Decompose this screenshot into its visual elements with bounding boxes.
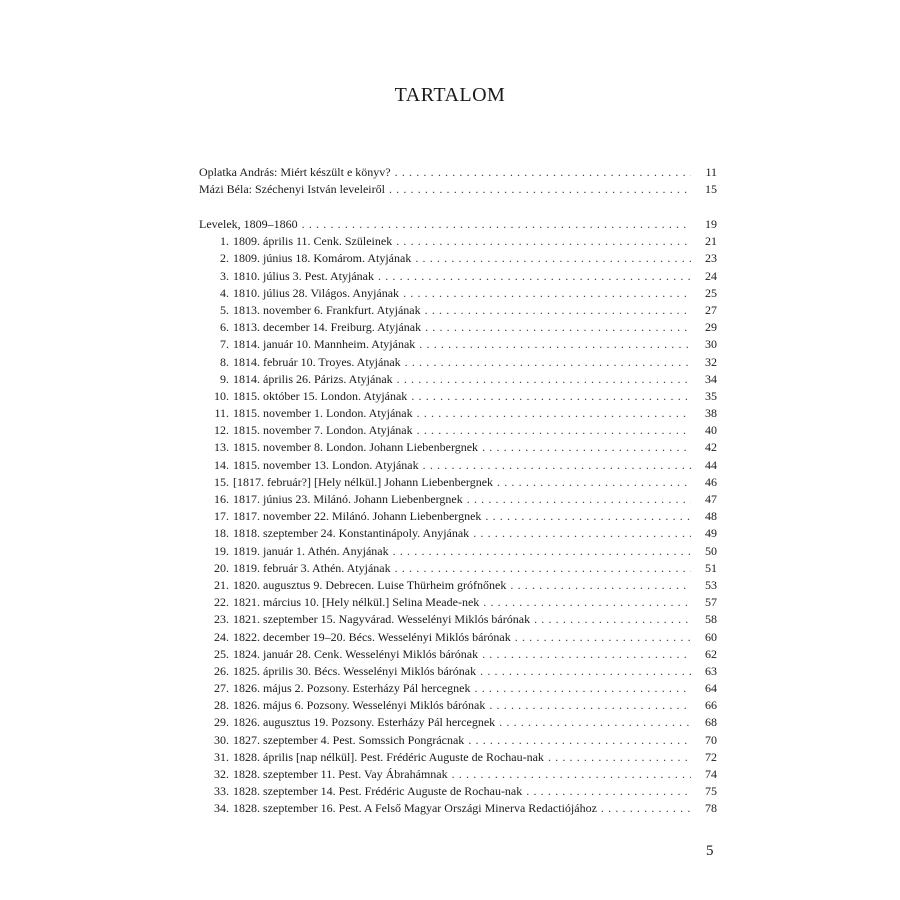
toc-entry-number: 16. (214, 492, 229, 506)
letters-list (199, 233, 717, 817)
leader-dots (510, 577, 691, 594)
toc-entry-number: 10. (214, 388, 229, 403)
toc-entry-number: 17. (214, 509, 229, 524)
toc-entry-title: 1809. június 18. Komárom. Atyjának (233, 251, 412, 266)
toc-entry-number: 23. (214, 612, 229, 627)
toc-entry-title: 1821. március 10. [Hely nélkül.] Selina Meade-nek (233, 595, 480, 610)
toc-entry-title: 1822. december 19–20. Bécs. Wesselényi Miklós bárónak (233, 629, 511, 644)
toc-entry-number: 8. (220, 354, 229, 369)
toc-entry-title: 1819. január 1. Athén. Anyjának (233, 543, 389, 558)
toc-entry-page: 57 (705, 595, 717, 610)
toc-entry-page: 48 (705, 509, 717, 524)
leader-dots (548, 749, 691, 766)
toc-entry-number: 27. (214, 681, 229, 696)
leader-dots (419, 336, 691, 353)
toc-entry (199, 697, 717, 714)
toc-entry (199, 663, 717, 680)
toc-entry-page: 70 (705, 732, 717, 747)
leader-dots (483, 594, 691, 611)
toc-entry (199, 508, 717, 525)
leader-dots (452, 766, 691, 783)
leader-dots (395, 164, 691, 181)
toc-entry-number: 12. (214, 423, 229, 438)
toc-entry-title: 1824. január 28. Cenk. Wesselényi Miklós bárónak (233, 646, 479, 661)
toc-entry-title: 1825. április 30. Bécs. Wesselényi Miklós bárónak (233, 663, 477, 678)
toc-entry-number: 22. (214, 595, 229, 610)
toc-entry-number: 33. (214, 784, 229, 799)
toc-entry-title: Mázi Béla: Széchenyi István leveleiről (199, 182, 385, 197)
toc-entry-page: 75 (705, 784, 717, 799)
toc-section-title: Levelek, 1809–1860 (199, 217, 298, 231)
toc-entry-page: 15 (705, 182, 717, 197)
toc-entry-title: 1821. szeptember 15. Nagyvárad. Wesselényi Miklós bárónak (233, 612, 531, 627)
toc-entry-title: 1828. szeptember 16. Pest. A Felső Magyar Országi Minerva Redactiójához (233, 801, 597, 816)
toc-entry-number: 15. (214, 474, 229, 489)
toc-entry-title: 1815. november 7. London. Atyjának (233, 423, 413, 438)
toc-entry (199, 354, 717, 371)
leader-dots (417, 405, 691, 422)
toc-entry-page: 38 (705, 406, 717, 421)
toc-entry-number: 19. (214, 543, 229, 558)
toc-entry-page: 62 (705, 646, 717, 661)
leader-dots (485, 508, 691, 525)
toc-entry-title: 1827. szeptember 4. Pest. Somssich Pongrácnak (233, 732, 465, 747)
toc-entry-title: 1813. december 14. Freiburg. Atyjának (233, 320, 422, 335)
leader-dots (515, 629, 691, 646)
leader-dots (473, 525, 691, 542)
toc-entry (199, 800, 717, 817)
leader-dots (467, 491, 691, 508)
toc-entry (199, 594, 717, 611)
toc-entry-title: 1828. szeptember 14. Pest. Frédéric Auguste de Rochau-nak (233, 784, 523, 799)
toc-entry (199, 646, 717, 663)
toc-entry (199, 525, 717, 542)
toc-entry-number: 21. (214, 577, 229, 592)
toc-entry (199, 732, 717, 749)
toc-entry-number: 18. (214, 526, 229, 541)
toc-entry (199, 457, 717, 474)
toc-letters (199, 216, 717, 818)
leader-dots (423, 457, 691, 474)
toc-entry (199, 336, 717, 353)
leader-dots (411, 388, 691, 405)
toc-entry (199, 629, 717, 646)
leader-dots (425, 319, 691, 336)
toc-entry-page: 25 (705, 285, 717, 300)
leader-dots (489, 697, 691, 714)
toc-entry-page: 49 (705, 526, 717, 541)
toc-entry (199, 611, 717, 628)
toc-entry-number: 14. (214, 457, 229, 472)
leader-dots (601, 800, 691, 817)
toc-entry-title: 1813. november 6. Frankfurt. Atyjának (233, 302, 421, 317)
toc-entry-page: 46 (705, 474, 717, 489)
toc-entry (199, 491, 717, 508)
leader-dots (396, 233, 691, 250)
toc-entry (199, 422, 717, 439)
toc-entry (199, 285, 717, 302)
toc-section-page: 19 (705, 217, 717, 231)
toc-entry-title: 1810. július 28. Világos. Anyjának (233, 285, 400, 300)
toc-entry-number: 5. (220, 302, 229, 317)
toc-entry-title: [1817. február?] [Hely nélkül.] Johann Liebenbergnek (233, 474, 494, 489)
toc-entry (199, 405, 717, 422)
leader-dots (425, 302, 691, 319)
toc-entry-title: 1815. november 13. London. Atyjának (233, 457, 419, 472)
toc-entry-page: 74 (705, 767, 717, 781)
toc-entry (199, 439, 717, 456)
toc-entry-title: 1815. október 15. London. Atyjának (233, 388, 408, 403)
toc-entry-page: 42 (705, 440, 717, 455)
toc-entry-page: 35 (705, 388, 717, 403)
toc-entry-page: 44 (705, 457, 717, 472)
toc-entry-number: 24. (214, 629, 229, 644)
toc-entry-number: 28. (214, 698, 229, 713)
toc-entry-page: 72 (705, 749, 717, 764)
leader-dots (393, 543, 691, 560)
leader-dots (415, 250, 691, 267)
toc-entry-page: 24 (705, 268, 717, 283)
toc-entry-number: 34. (214, 801, 229, 816)
leader-dots (482, 646, 691, 663)
toc-entry (199, 714, 717, 731)
toc-entry-page: 11 (705, 165, 717, 179)
toc-entry-page: 68 (705, 715, 717, 730)
toc-entry-title: 1828. szeptember 11. Pest. Vay Ábrahámnak (233, 767, 448, 781)
leader-dots (378, 268, 691, 285)
toc-entry-title: 1819. február 3. Athén. Atyjának (233, 560, 391, 575)
toc-entry (199, 388, 717, 405)
toc-section-heading (199, 216, 717, 233)
leader-dots (468, 732, 691, 749)
toc-entry-number: 3. (220, 268, 229, 283)
toc-entry-title: 1810. július 3. Pest. Atyjának (233, 268, 374, 283)
toc-entry-page: 64 (705, 681, 717, 696)
toc-entry (199, 543, 717, 560)
toc-entry (199, 302, 717, 319)
toc-entry-number: 1. (220, 234, 229, 249)
toc-entry-number: 29. (214, 715, 229, 730)
toc-entry-page: 63 (705, 663, 717, 678)
toc-entry-page: 40 (705, 423, 717, 438)
toc-entry-title: 1815. november 1. London. Atyjának (233, 406, 413, 421)
toc-entry (199, 680, 717, 697)
toc-entry-page: 34 (705, 371, 717, 386)
toc-entry-number: 7. (220, 337, 229, 352)
leader-dots (302, 216, 691, 233)
toc-entry (199, 371, 717, 388)
toc-entry (199, 319, 717, 336)
toc-entry (199, 749, 717, 766)
leader-dots (482, 439, 691, 456)
toc-entry-title: 1815. november 8. London. Johann Liebenbergnek (233, 440, 479, 455)
leader-dots (497, 474, 691, 491)
leader-dots (526, 783, 691, 800)
toc-entry (199, 268, 717, 285)
toc-entry-page: 58 (705, 612, 717, 627)
toc-entry-title: 1828. április [nap nélkül]. Pest. Frédéric Auguste de Rochau-nak (233, 749, 544, 764)
toc-entry-title: 1818. szeptember 24. Konstantinápoly. Anyjának (233, 526, 470, 541)
toc-entry-page: 30 (705, 337, 717, 352)
toc-intro (199, 164, 717, 198)
toc-entry (199, 766, 717, 783)
toc-entry-number: 26. (214, 663, 229, 678)
toc-entry-number: 2. (220, 251, 229, 266)
toc-entry-title: 1814. február 10. Troyes. Atyjának (233, 354, 401, 369)
toc-entry (199, 474, 717, 491)
toc-entry-number: 4. (220, 285, 229, 300)
toc-entry-page: 51 (705, 560, 717, 575)
page-title: TARTALOM (394, 84, 506, 106)
leader-dots (395, 560, 691, 577)
toc-entry-number: 32. (214, 767, 229, 781)
toc-entry-title: 1826. május 6. Pozsony. Wesselényi Miklós bárónak (233, 698, 486, 713)
toc-entry-title: 1817. november 22. Milánó. Johann Liebenbergnek (233, 509, 482, 524)
toc-entry-title: 1826. augusztus 19. Pozsony. Esterházy Pál hercegnek (233, 715, 496, 730)
toc-entry-page: 78 (705, 801, 717, 816)
toc-entry-page: 47 (705, 492, 717, 506)
toc-entry (199, 164, 717, 181)
toc-entry-title: 1826. május 2. Pozsony. Esterházy Pál hercegnek (233, 681, 471, 696)
leader-dots (389, 181, 691, 198)
toc-entry-number: 9. (220, 371, 229, 386)
toc-entry-number: 31. (214, 749, 229, 764)
leader-dots (403, 285, 691, 302)
leader-dots (397, 371, 691, 388)
toc-entry (199, 181, 717, 198)
leader-dots (405, 354, 691, 371)
toc-entry-page: 60 (705, 629, 717, 644)
toc-entry-page: 23 (705, 251, 717, 266)
toc-entry-page: 29 (705, 320, 717, 335)
toc-entry-number: 20. (214, 560, 229, 575)
toc-entry-number: 11. (214, 406, 229, 421)
toc-entry-page: 66 (705, 698, 717, 713)
toc-entry-page: 50 (705, 543, 717, 558)
toc-entry (199, 783, 717, 800)
toc-entry (199, 560, 717, 577)
toc-entry-title: 1820. augusztus 9. Debrecen. Luise Thürheim grófnőnek (233, 577, 507, 592)
toc-entry-page: 53 (705, 577, 717, 592)
toc-entry-title: 1814. január 10. Mannheim. Atyjának (233, 337, 416, 352)
leader-dots (499, 714, 691, 731)
toc-entry-number: 6. (220, 320, 229, 335)
toc-entry-page: 27 (705, 302, 717, 317)
toc-entry-title: 1817. június 23. Milánó. Johann Liebenbergnek (233, 492, 463, 506)
toc-entry-title: Oplatka András: Miért készült e könyv? (199, 165, 391, 179)
toc-entry (199, 250, 717, 267)
toc-entry-page: 21 (705, 234, 717, 249)
leader-dots (480, 663, 691, 680)
toc-entry-number: 13. (214, 440, 229, 455)
page-number: 5 (706, 843, 714, 859)
leader-dots (534, 611, 691, 628)
toc-entry-page: 32 (705, 354, 717, 369)
toc-entry (199, 233, 717, 250)
leader-dots (475, 680, 692, 697)
leader-dots (417, 422, 691, 439)
toc-entry-number: 30. (214, 732, 229, 747)
toc-entry-title: 1809. április 11. Cenk. Szüleinek (233, 234, 393, 249)
toc-entry-number: 25. (214, 646, 229, 661)
toc-entry-title: 1814. április 26. Párizs. Atyjának (233, 371, 393, 386)
toc-entry (199, 577, 717, 594)
